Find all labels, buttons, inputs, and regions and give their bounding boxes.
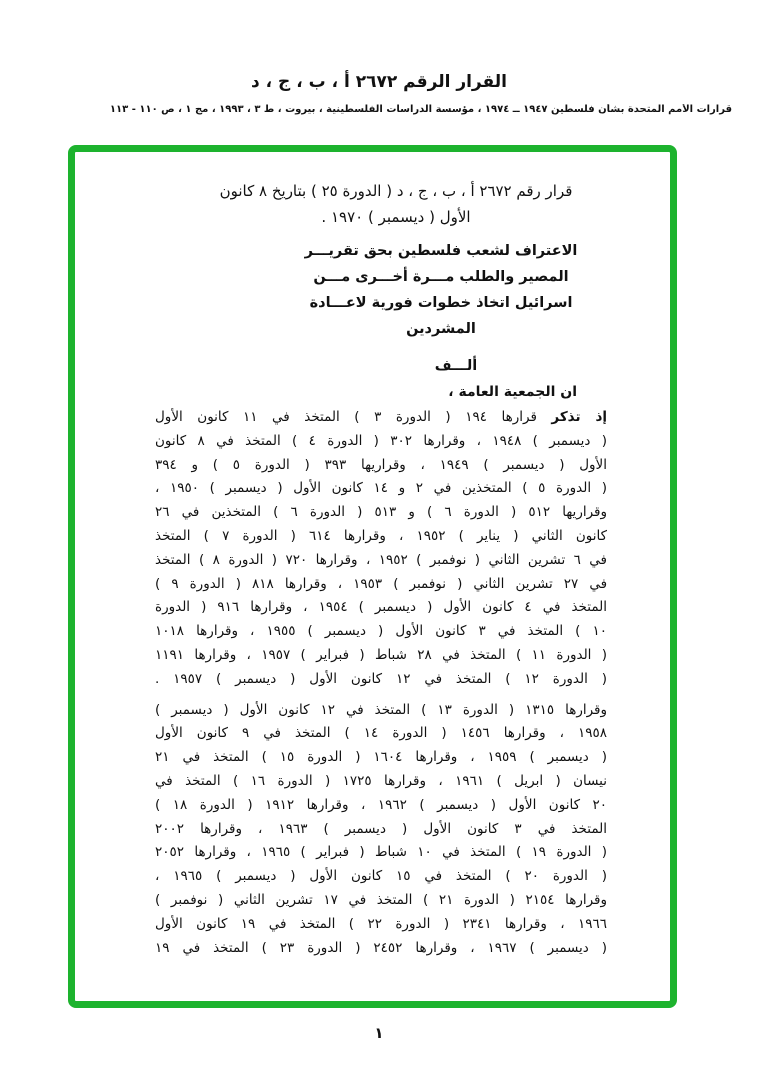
source-citation: قرارات الأمم المتحدة بشأن فلسطين ١٩٤٧ ــ ١٩٧٤ ، مؤسسة الدراسات الفلسطينية ، بيروت ، ط ٣ ، ١٩٩٣ ، مج ١ ، ص ١١٠ - ١١٣ [109, 104, 732, 115]
general-assembly-lead-in: ان الجمعية العامة ، [448, 384, 577, 400]
body-line: الأول ( ديسمبر ) ١٩٤٩ ، وقراريها ٣٩٣ ( الدورة ٥ ) و ٣٩٤ [155, 456, 607, 473]
highlight-border-box [68, 145, 677, 1008]
body-line: ٢٠ كانون الأول ( ديسمبر ) ١٩٦٢ ، وقرارها ١٩١٢ ( الدورة ١٨ ) [155, 796, 607, 813]
body-line: ( الدورة ٥ ) المتخذين في ٢ و ١٤ كانون الأول ( ديسمبر ) ١٩٥٠ ، [155, 480, 607, 497]
body-line: ١٩٥٨ ، وقرارها ١٤٥٦ ( الدورة ١٤ ) المتخذ في ٩ كانون الأول [155, 725, 607, 742]
body-line: ( الدورة ٢٠ ) المتخذ في ١٥ كانون الأول ( ديسمبر ) ١٩٦٥ ، [155, 868, 607, 885]
body-line [155, 406, 607, 430]
section-letter-alef: ألـــف [434, 358, 478, 374]
resolution-heading-line: الأول ( ديسمبر ) ١٩٧٠ . [321, 208, 471, 226]
body-line: ( الدورة ١٩ ) المتخذ في ١٠ شباط ( فبراير ) ١٩٦٥ ، وقرارها ٢٠٥٢ [155, 844, 607, 861]
resolution-text-block [75, 152, 670, 960]
body-line: وقرارها ١٣١٥ ( الدورة ١٣ ) المتخذ في ١٢ كانون الأول ( ديسمبر ) [155, 701, 607, 718]
body-line: وقرارها ٢١٥٤ ( الدورة ٢١ ) المتخذ في ١٧ تشرين الثاني ( نوفمبر ) [155, 891, 607, 908]
body-line: في ٢٧ تشرين الثاني ( نوفمبر ) ١٩٥٣ ، وقرارها ٨١٨ ( الدورة ٩ ) [155, 575, 607, 592]
body-line: ( ديسمبر ) ١٩٦٧ ، وقرارها ٢٤٥٢ ( الدورة ٢٣ ) المتخذ في ١٩ [155, 939, 607, 956]
resolution-title [275, 238, 607, 342]
page-number: ١ [374, 1024, 384, 1042]
body-line: نيسان ( ابريل ) ١٩٦١ ، وقرارها ١٧٢٥ ( الدورة ١٦ ) المتخذ في [155, 772, 607, 789]
body-line: ١٩٦٦ ، وقرارها ٢٣٤١ ( الدورة ٢٢ ) المتخذ في ١٩ كانون الأول [155, 915, 607, 932]
body-line: ( الدورة ١١ ) المتخذ في ٢٨ شباط ( فبراير ) ١٩٥٧ ، وقرارها ١١٩١ [155, 646, 607, 663]
paragraph-recalling-resolutions [155, 406, 607, 692]
resolution-title-line: المشردين [406, 321, 476, 337]
resolution-heading-line: قرار رقم ٢٦٧٢ أ ، ب ، ج ، د ( الدورة ٢٥ ) بتاريخ ٨ كانون [219, 182, 573, 200]
paragraph-resolutions-continued [155, 699, 607, 961]
body-line: ( ديسمبر ) ١٩٥٩ ، وقرارها ١٦٠٤ ( الدورة ١٥ ) المتخذ في ٢١ [155, 749, 607, 766]
body-line-text: قرارها ١٩٤ ( الدورة ٣ ) المتخذ في ١١ كانون الأول [155, 409, 537, 425]
body-line: المتخذ في ٤ كانون الأول ( ديسمبر ) ١٩٥٤ ، وقرارها ٩١٦ ( الدورة [155, 599, 607, 616]
body-line: ( ديسمبر ) ١٩٤٨ ، وقرارها ٣٠٢ ( الدورة ٤ ) المتخذ في ٨ كانون [155, 432, 607, 449]
body-line: ( الدورة ١٢ ) المتخذ في ١٢ كانون الأول ( ديسمبر ) ١٩٥٧ . [155, 670, 607, 687]
body-line: كانون الثاني ( يناير ) ١٩٥٢ ، وقرارها ٦١٤ ( الدورة ٧ ) المتخذ [155, 527, 607, 544]
resolution-title-line: الاعتراف لشعب فلسطين بحق تقريـــر [304, 243, 578, 259]
body-line: ١٠ ) المتخذ في ٣ كانون الأول ( ديسمبر ) ١٩٥٥ ، وقرارها ١٠١٨ [155, 623, 607, 640]
page-title: القرار الرقم ٢٦٧٢ أ ، ب ، ج ، د [251, 72, 507, 92]
resolution-heading [185, 178, 607, 230]
resolution-title-line: المصير والطلب مـــرة أخـــرى مـــن [313, 269, 569, 285]
body-line: المتخذ في ٣ كانون الأول ( ديسمبر ) ١٩٦٣ ، وقرارها ٢٠٠٢ [155, 820, 607, 837]
body-line: وقراريها ٥١٢ ( الدورة ٦ ) و ٥١٣ ( الدورة ٦ ) المتخذين في ٢٦ [155, 504, 607, 521]
resolution-title-line: اسرائيل اتخاذ خطوات فورية لاعـــادة [309, 295, 573, 311]
body-line: في ٦ تشرين الثاني ( نوفمبر ) ١٩٥٢ ، وقرارها ٧٢٠ ( الدورة ٨ ) المتخذ [155, 551, 607, 568]
recalling-bold-lead: إذ تذكر [551, 409, 607, 425]
